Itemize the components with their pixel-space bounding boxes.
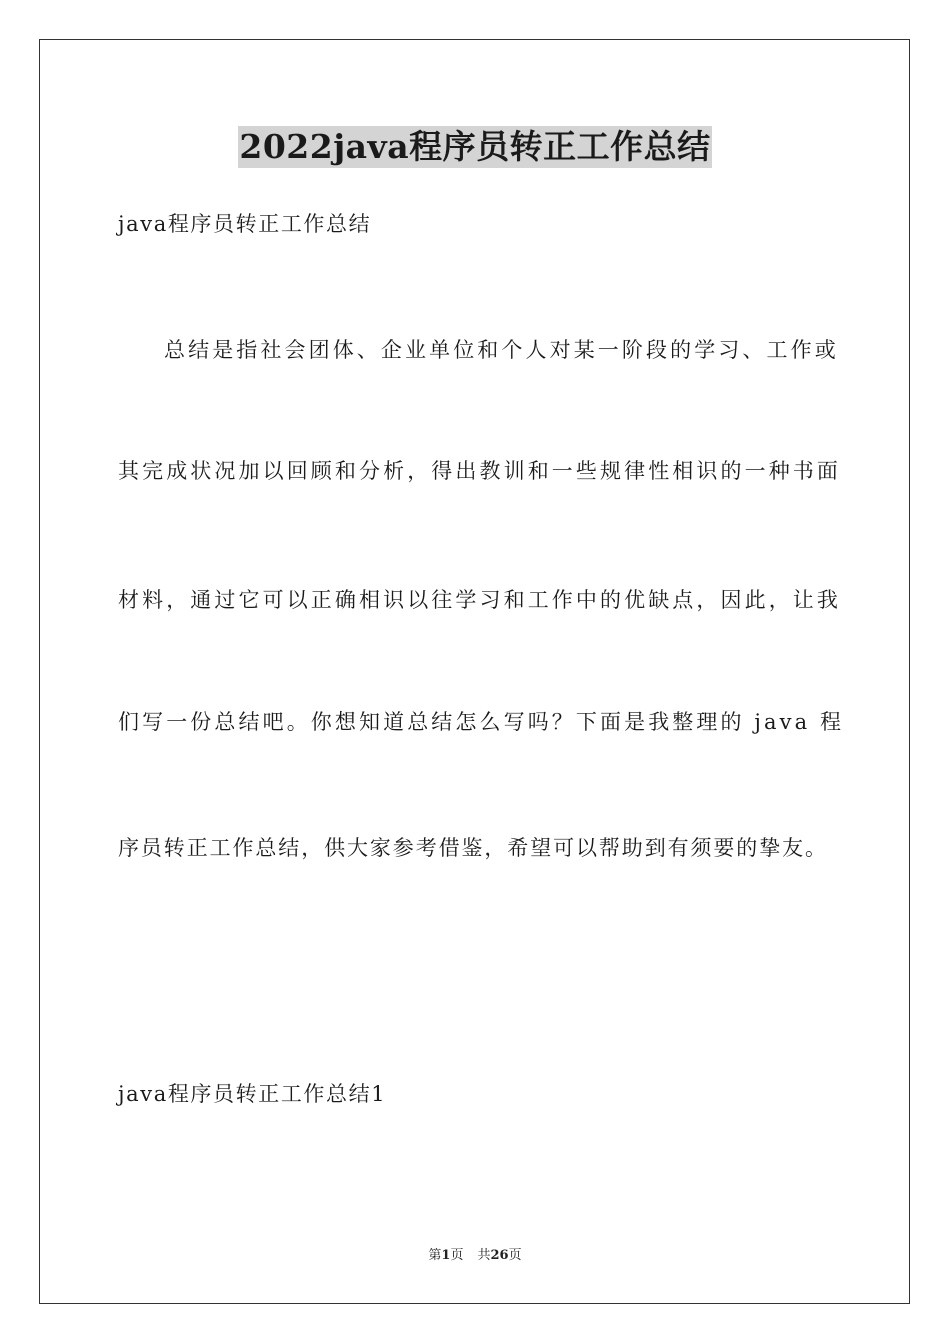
total-label-suffix: 页 <box>508 1248 522 1263</box>
paragraph-line: 总结是指社会团体、企业单位和个人对某一阶段的学习、工作或 <box>164 338 839 362</box>
page-footer <box>0 1247 950 1265</box>
page-number: 1 <box>441 1248 451 1263</box>
section-heading: java程序员转正工作总结1 <box>118 1082 387 1106</box>
total-pages: 26 <box>490 1248 509 1263</box>
document-title: 2022java程序员转正工作总结 <box>239 127 711 166</box>
paragraph-line: 材料，通过它可以正确相识以往学习和工作中的优缺点，因此，让我 <box>118 588 841 612</box>
paragraph-line: 其完成状况加以回顾和分析，得出教训和一些规律性相识的一种书面 <box>118 459 841 483</box>
total-label-prefix: 共 <box>477 1248 491 1263</box>
document-subtitle: java程序员转正工作总结 <box>118 212 372 236</box>
document-title-container <box>0 126 950 168</box>
page-label-suffix: 页 <box>450 1248 464 1263</box>
paragraph-line: 们写一份总结吧。你想知道总结怎么写吗？下面是我整理的 java 程 <box>118 710 845 734</box>
paragraph-line: 序员转正工作总结，供大家参考借鉴，希望可以帮助到有须要的挚友。 <box>118 836 828 860</box>
page-label-prefix: 第 <box>428 1248 442 1263</box>
